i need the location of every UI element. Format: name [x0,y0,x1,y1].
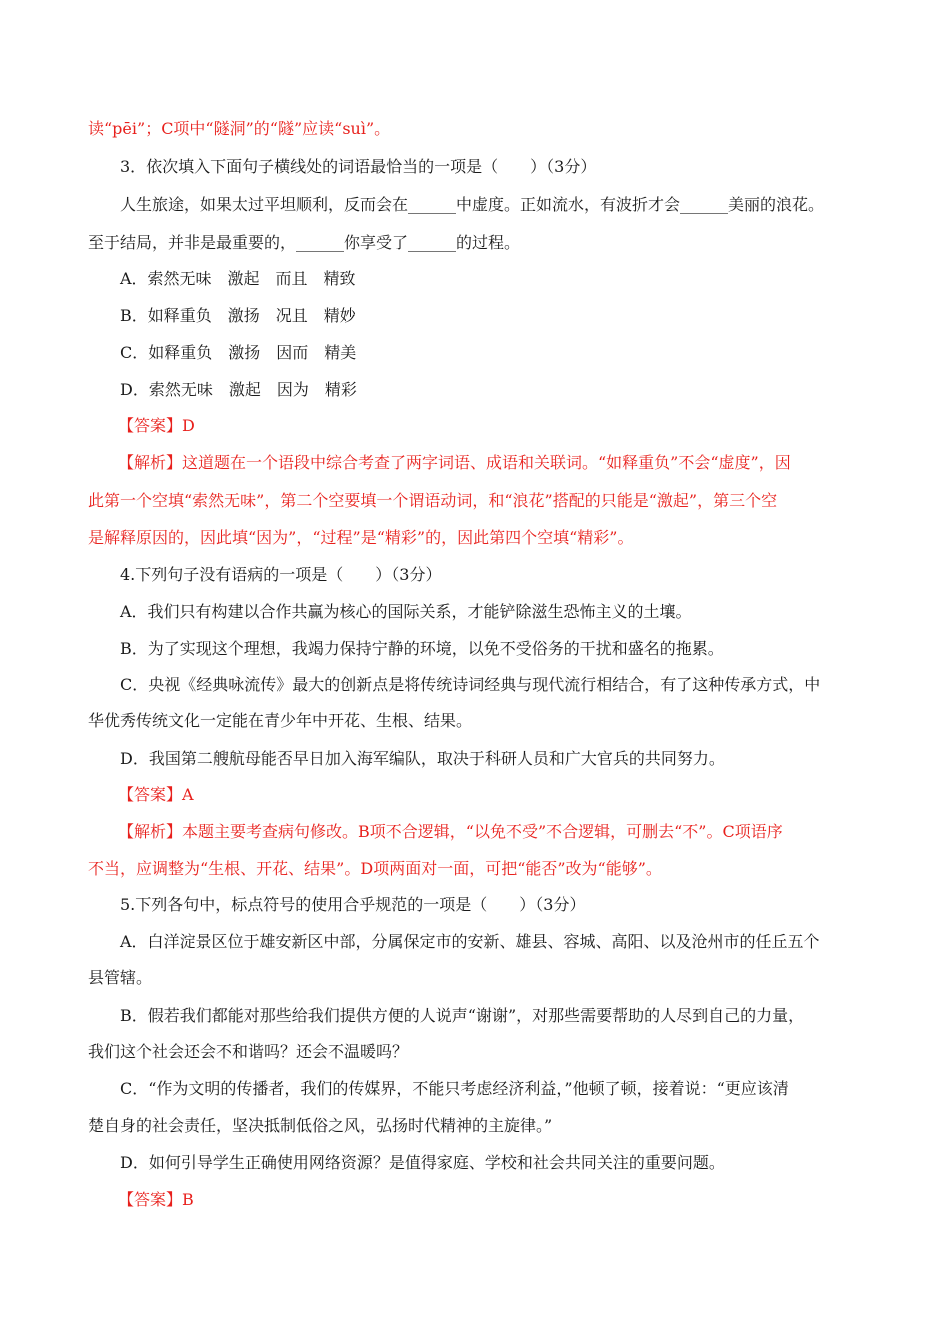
question-5-option-b-2: 我们这个社会还会不和谐吗？还会不温暖吗？ [88,1042,409,1061]
question-3-option-c: C．如释重负 激扬 因而 精美 [120,343,357,362]
question-5-option-c-1: C．“作为文明的传播者，我们的传媒界，不能只考虑经济利益，”他顿了顿，接着说：“更应该清 [120,1079,789,1098]
question-4-stem: 4.下列句子没有语病的一项是（ ）（3分） [120,565,442,584]
question-3-option-d: D．索然无味 激起 因为 精彩 [120,380,357,399]
question-3-option-a: A．索然无味 激起 而且 精致 [120,269,356,288]
question-3-passage-2: 至于结局，并非是最重要的，______你享受了______的过程。 [88,233,521,252]
question-4-option-c-2: 华优秀传统文化一定能在青少年中开花、生根、结果。 [88,711,473,730]
question-4-option-b: B．为了实现这个理想，我竭力保持宁静的环境，以免不受俗务的干扰和盛名的拖累。 [120,639,724,658]
question-3-option-b: B．如释重负 激扬 况且 精妙 [120,306,356,325]
question-3-analysis-1: 【解析】这道题在一个语段中综合考查了两字词语、成语和关联词。“如释重负”不会“虚度”，因 [118,453,791,472]
question-4-answer: 【答案】A [118,785,194,804]
question-3-passage-1: 人生旅途，如果太过平坦顺利，反而会在______中虚度。正如流水，有波折才会______美丽的浪花。 [120,195,825,214]
question-3-analysis-3: 是解释原因的，因此填“因为”，“过程”是“精彩”的，因此第四个空填“精彩”。 [88,528,634,547]
analysis-continuation: 读“pēi”；C项中“隧洞”的“隧”应读“suì”。 [88,119,391,138]
question-5-answer: 【答案】B [118,1190,194,1209]
question-5-option-c-2: 楚自身的社会责任，坚决抵制低俗之风，弘扬时代精神的主旋律。” [88,1116,553,1135]
question-4-option-c-1: C．央视《经典咏流传》最大的创新点是将传统诗词经典与现代流行相结合，有了这种传承方式，中 [120,675,821,694]
question-4-option-a: A．我们只有构建以合作共赢为核心的国际关系，才能铲除滋生恐怖主义的土壤。 [120,602,692,621]
question-4-analysis-1: 【解析】本题主要考查病句修改。B项不合逻辑，“以免不受”不合逻辑，可删去“不”。C项语序 [118,822,783,841]
question-5-option-a-2: 县管辖。 [88,968,153,987]
question-5-stem: 5.下列各句中，标点符号的使用合乎规范的一项是（ ）（3分） [120,895,586,914]
question-4-option-d: D．我国第二艘航母能否早日加入海军编队，取决于科研人员和广大官兵的共同努力。 [120,749,725,768]
question-4-analysis-2: 不当，应调整为“生根、开花、结果”。D项两面对一面，可把“能否”改为“能够”。 [88,859,662,878]
question-5-option-d: D．如何引导学生正确使用网络资源？是值得家庭、学校和社会共同关注的重要问题。 [120,1153,725,1172]
question-3-analysis-2: 此第一个空填“索然无味”，第二个空要填一个谓语动词，和“浪花”搭配的只能是“激起”，第三个空 [88,491,778,510]
question-5-option-a-1: A．白洋淀景区位于雄安新区中部，分属保定市的安新、雄县、容城、高阳、以及沧州市的任丘五个 [120,932,820,951]
question-3-answer: 【答案】D [118,416,195,435]
question-3-stem: 3．依次填入下面句子横线处的词语最恰当的一项是（ ）（3分） [120,157,597,176]
question-5-option-b-1: B．假若我们都能对那些给我们提供方便的人说声“谢谢”，对那些需要帮助的人尽到自己的力量， [120,1006,805,1025]
